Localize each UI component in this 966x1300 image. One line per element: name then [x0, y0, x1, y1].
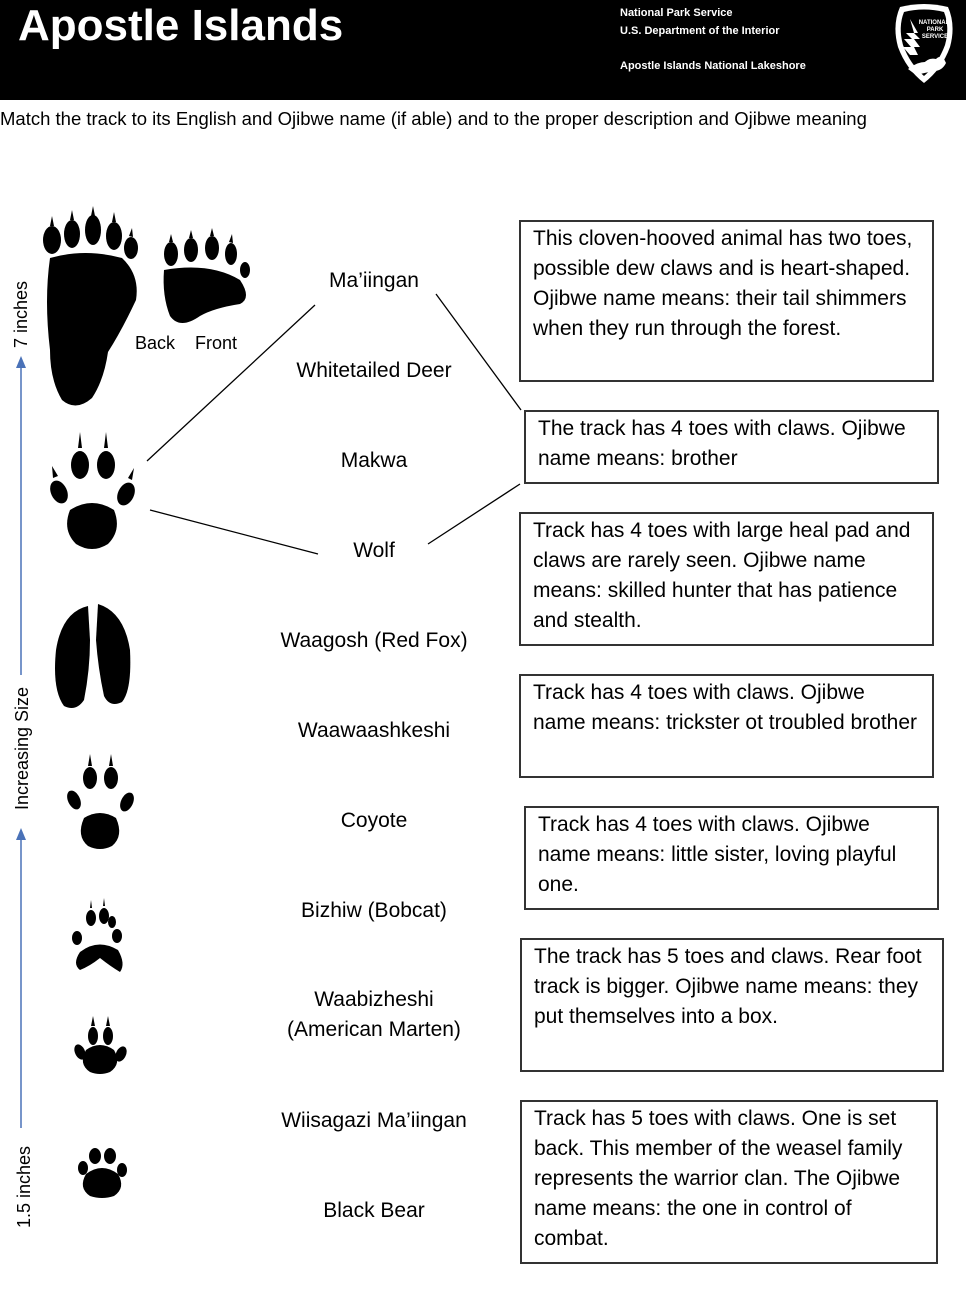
- scale-label-1-5-inches: 1.5 inches: [14, 1145, 34, 1228]
- line-wolf-to-desc: [428, 484, 520, 544]
- name-bizhiw: Bizhiw (Bobcat): [301, 899, 447, 922]
- logo-text-3: SERVICE: [921, 34, 949, 40]
- name-waabizheshi: Waabizheshi (American Marten): [287, 988, 461, 1041]
- name-wiisagazi-maiingan: Wiisagazi Ma’iingan: [281, 1109, 467, 1132]
- line-maiingan-to-desc: [436, 294, 521, 410]
- name-black-bear: Black Bear: [323, 1199, 425, 1222]
- description-box-fox: Track has 4 toes with claws. Ojibwe name means: little sister, loving playful one.: [524, 806, 939, 910]
- name-maiingan: Ma’iingan: [329, 269, 419, 292]
- name-wolf: Wolf: [353, 539, 395, 562]
- bear-front-label: Front: [195, 333, 238, 353]
- bear-back-label: Back: [135, 333, 176, 353]
- description-box-coyote: Track has 4 toes with claws. Ojibwe name means: trickster ot troubled brother: [519, 674, 934, 778]
- description-box-bear: The track has 5 toes and claws. Rear foot track is bigger. Ojibwe name means: they put themselves into a box.: [520, 938, 944, 1072]
- scale-label-increasing-size: Increasing Size: [12, 686, 32, 810]
- agency-line-2: U.S. Department of the Interior: [620, 25, 780, 37]
- name-coyote: Coyote: [340, 809, 408, 832]
- name-waawaashkeshi: Waawaashkeshi: [297, 719, 451, 742]
- unit-name: Apostle Islands National Lakeshore: [620, 60, 806, 72]
- page-title: Apostle Islands: [18, 1, 344, 50]
- description-box-bobcat: Track has 4 toes with large heal pad and claws are rarely seen. Ojibwe name means: skilled hunter that has patience and stealth.: [519, 512, 934, 646]
- name-whitetailed-deer: Whitetailed Deer: [296, 359, 452, 382]
- description-box-marten: Track has 5 toes with claws. One is set back. This member of the weasel family represents the warrior clan. The Ojibwe name means: the one in control of combat.: [520, 1100, 938, 1264]
- logo-text-1: NATIONAL: [918, 20, 950, 26]
- agency-line-1: National Park Service: [620, 7, 733, 19]
- description-box-wolf: The track has 4 toes with claws. Ojibwe name means: brother: [524, 410, 939, 484]
- logo-text-2: PARK: [926, 27, 944, 33]
- name-makwa: Makwa: [340, 449, 408, 472]
- name-waagosh: Waagosh (Red Fox): [280, 629, 468, 652]
- instructions-text: Match the track to its English and Ojibwe name (if able) and to the proper description and Ojibwe meaning: [0, 108, 867, 129]
- scale-label-7-inches: 7 inches: [11, 280, 31, 348]
- description-box-deer: This cloven-hooved animal has two toes, possible dew claws and is heart-shaped. Ojibwe name means: their tail shimmers when they run through the forest.: [519, 220, 934, 382]
